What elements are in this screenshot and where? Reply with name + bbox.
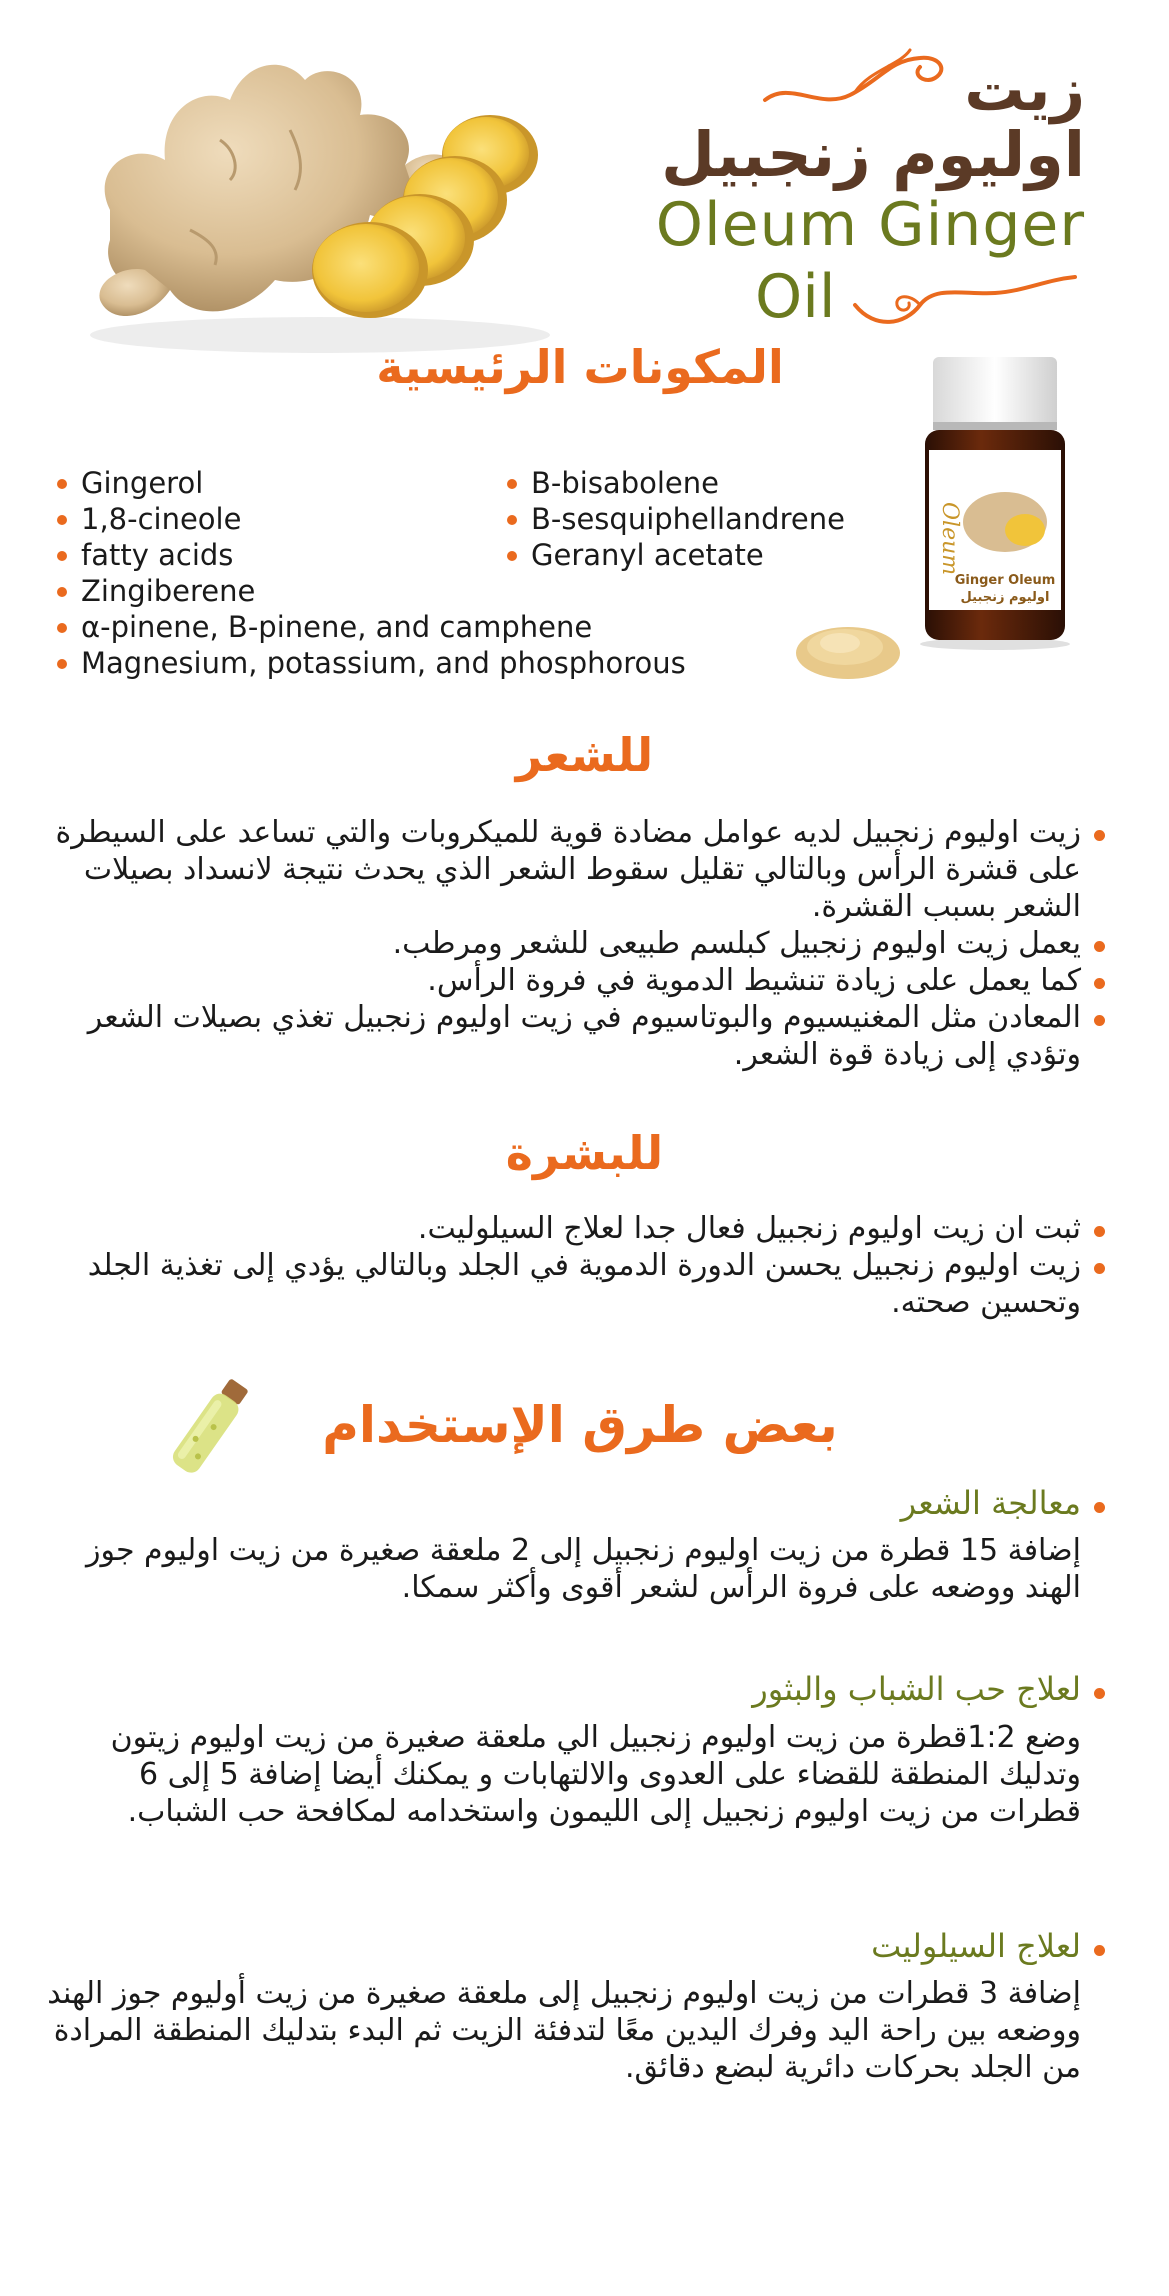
usage-text-hair: إضافة 15 قطرة من زيت اوليوم زنجبيل إلى 2 ملعقة صغيرة من زيت اوليوم جوز الهند ووضعه على فروة الرأس لشعر أقوى وأكثر سمكا. [85,1533,1081,1605]
ingredient-item: α-pinene, B-pinene, and camphene [55,609,686,645]
ginger-root-image [70,40,590,360]
skin-benefit-item: ثبت ان زيت اوليوم زنجبيل فعال جدا لعلاج السيلوليت. [39,1210,1109,1247]
ginger-powder-image [790,605,905,685]
decorative-swirl-bottom [845,265,1085,335]
usage-text-cellulite: إضافة 3 قطرات من زيت اوليوم زنجبيل إلى ملعقة صغيرة من زيت أوليوم جوز الهند ووضعه بين راحة اليد وفرك اليدين معًا لتدفئة الزيت ثم البدء بتدليك المنطقة المرادة من الجلد بحركات دائرية لبضع دقائق. [47,1976,1081,2085]
usage-title-hair: معالجة الشعر [901,1484,1109,1522]
usage-heading: بعض طرق الإستخدام [322,1396,838,1454]
bottle-brand-text: Oleum [937,502,962,576]
skin-benefit-item: زيت اوليوم زنجبيل يحسن الدورة الدموية في الجلد وبالتالي يؤدي إلى تغذية الجلد وتحسين صحته. [39,1247,1109,1321]
ingredient-item: B-bisabolene [505,465,845,501]
ingredient-item: Geranyl acetate [505,537,845,573]
usage-title-cellulite: لعلاج السيلوليت [871,1927,1109,1965]
ingredient-item: fatty acids [55,537,686,573]
ingredient-item: Gingerol [55,465,686,501]
hair-benefit-item: المعادن مثل المغنيسيوم والبوتاسيوم في زيت اوليوم زنجبيل تغذي بصيلات الشعر وتؤدي إلى زيادة قوة الشعر. [39,999,1109,1073]
hair-benefit-item: يعمل زيت اوليوم زنجبيل كبلسم طبيعى للشعر ومرطب. [39,925,1109,962]
ingredients-heading: المكونات الرئيسية [376,340,784,394]
bottle-name-ar: اوليوم زنجبيل [960,590,1050,605]
oleum-bottle-image [905,352,1085,652]
usage-text-acne: وضع 1:2قطرة من زيت اوليوم زنجبيل الي ملعقة صغيرة من زيت اوليوم زيتون وتدليك المنطقة للقضاء على العدوى والالتهابات و يمكنك أيضا إضافة 5 إلى 6 قطرات من زيت اوليوم زنجبيل إلى الليمون واستخدامه لمكافحة حب الشباب. [110,1720,1081,1829]
ingredients-list-right [505,465,845,573]
title-arabic-line2: اوليوم زنجبيل [661,118,1085,191]
hair-benefits-list [39,814,1109,1073]
title-english-line1: Oleum Ginger [655,190,1085,260]
decorative-swirl-top [760,40,950,115]
skin-heading: للبشرة [505,1126,664,1180]
ingredient-item: Zingiberene [55,573,686,609]
usage-title-acne: لعلاج حب الشباب والبثور [752,1670,1109,1708]
small-oil-bottle-image [155,1370,265,1485]
hair-benefit-item: زيت اوليوم زنجبيل لديه عوامل مضادة قوية للميكروبات والتي تساعد على السيطرة على قشرة الرأس وبالتالي تقليل سقوط الشعر الذي يحدث نتيجة لانسداد بصيلات الشعر بسبب القشرة. [39,814,1109,925]
ingredient-item: Magnesium, potassium, and phosphorous [55,645,686,681]
bottle-name-en: Ginger Oleum [954,573,1056,588]
hair-heading: للشعر [515,728,654,782]
title-arabic-line1: زيت [964,55,1085,125]
ingredient-item: B-sesquiphellandrene [505,501,845,537]
ingredient-item: 1,8-cineole [55,501,686,537]
hair-benefit-item: كما يعمل على زيادة تنشيط الدموية في فروة الرأس. [39,962,1109,999]
skin-benefits-list [39,1210,1109,1321]
title-english-line2: Oil [755,262,836,332]
